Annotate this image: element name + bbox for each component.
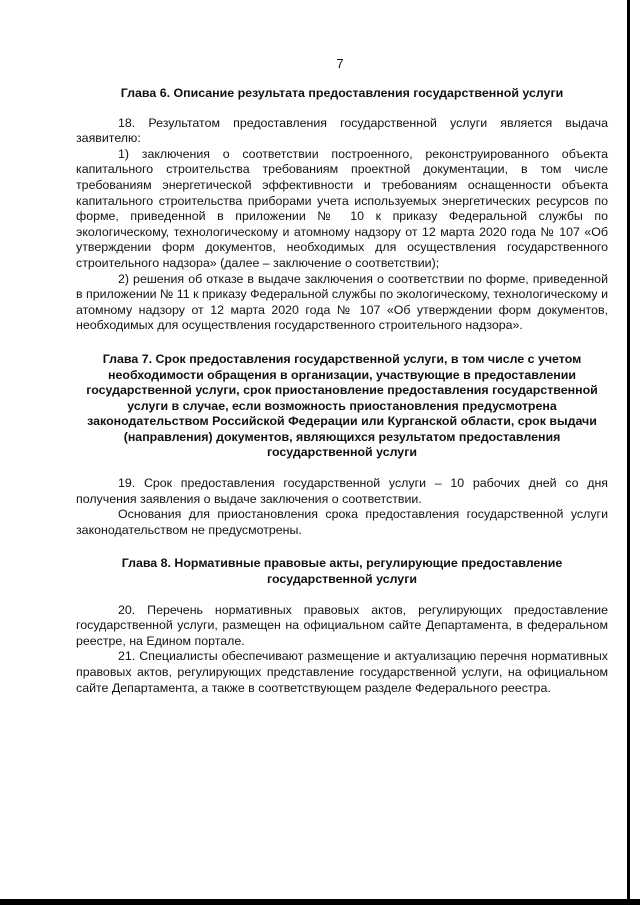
paragraph-19-grounds: Основания для приостановления срока предоставления государственной услуги законодательством не предусмотрены. <box>76 507 608 537</box>
paragraph-21: 21. Специалисты обеспечивают размещение и актуализацию перечня нормативных правовых актов, регулирующих представление государственной услуги, на официальном сайте Департамента, а также в соответствующем разделе Федерального реестра. <box>76 649 608 695</box>
chapter-8-heading: Глава 8. Нормативные правовые акты, регулирующие предоставление государственной услуги <box>121 556 563 587</box>
document-body <box>76 86 608 696</box>
paragraph-18-intro: 18. Результатом предоставления государственной услуги является выдача заявителю: <box>76 115 608 146</box>
scan-bottom-edge <box>0 899 640 905</box>
paragraph-19: 19. Срок предоставления государственной услуги – 10 рабочих дней со дня получения заявления о выдаче заключения о соответствии. <box>76 476 608 506</box>
paragraph-18-item-2: 2) решения об отказе в выдаче заключения о соответствии по форме, приведенной в приложении № 11 к приказу Федеральной службы по экологическому, технологическому и атомному надзору от 12 марта 2020 года № 107 «Об утверждении форм документов, необходимых для осуществления государственного строительного надзора». <box>76 271 608 333</box>
paragraph-18-item-1: 1) заключения о соответствии построенного, реконструированного объекта капитального строительства требованиям проектной документации, в том числе требованиям энергетической эффективности и требованиям оснащенности объекта капитального строительства приборами учета используемых энергетических ресурсов по форме, приведенной в приложении № 10 к приказу Федеральной службы по экологическому, технологическому и атомному надзору от 12 марта 2020 года № 107 «Об утверждении форм документов, необходимых для осуществления государственного строительного надзора» (далее – заключение о соответствии); <box>76 146 608 270</box>
chapter-6-heading: Глава 6. Описание результата предоставления государственной услуги <box>120 86 564 100</box>
page-number: 7 <box>336 56 344 71</box>
paragraph-20: 20. Перечень нормативных правовых актов, регулирующих предоставление государственной услуги, размещен на официальном сайте Департамента, в федеральном реестре, на Едином портале. <box>76 602 608 648</box>
chapter-7-heading: Глава 7. Срок предоставления государственной услуги, в том числе с учетом необходимости обращения в организации, участвующие в предоставлении государственной услуги, срок приостановление предоставления государственной услуги в случае, если возможность приостановления предусмотрена законодательством Российской Федерации или Курганской области, срок выдачи (направления) документов, являющихся результатом предоставления государственной услуги <box>86 351 598 460</box>
